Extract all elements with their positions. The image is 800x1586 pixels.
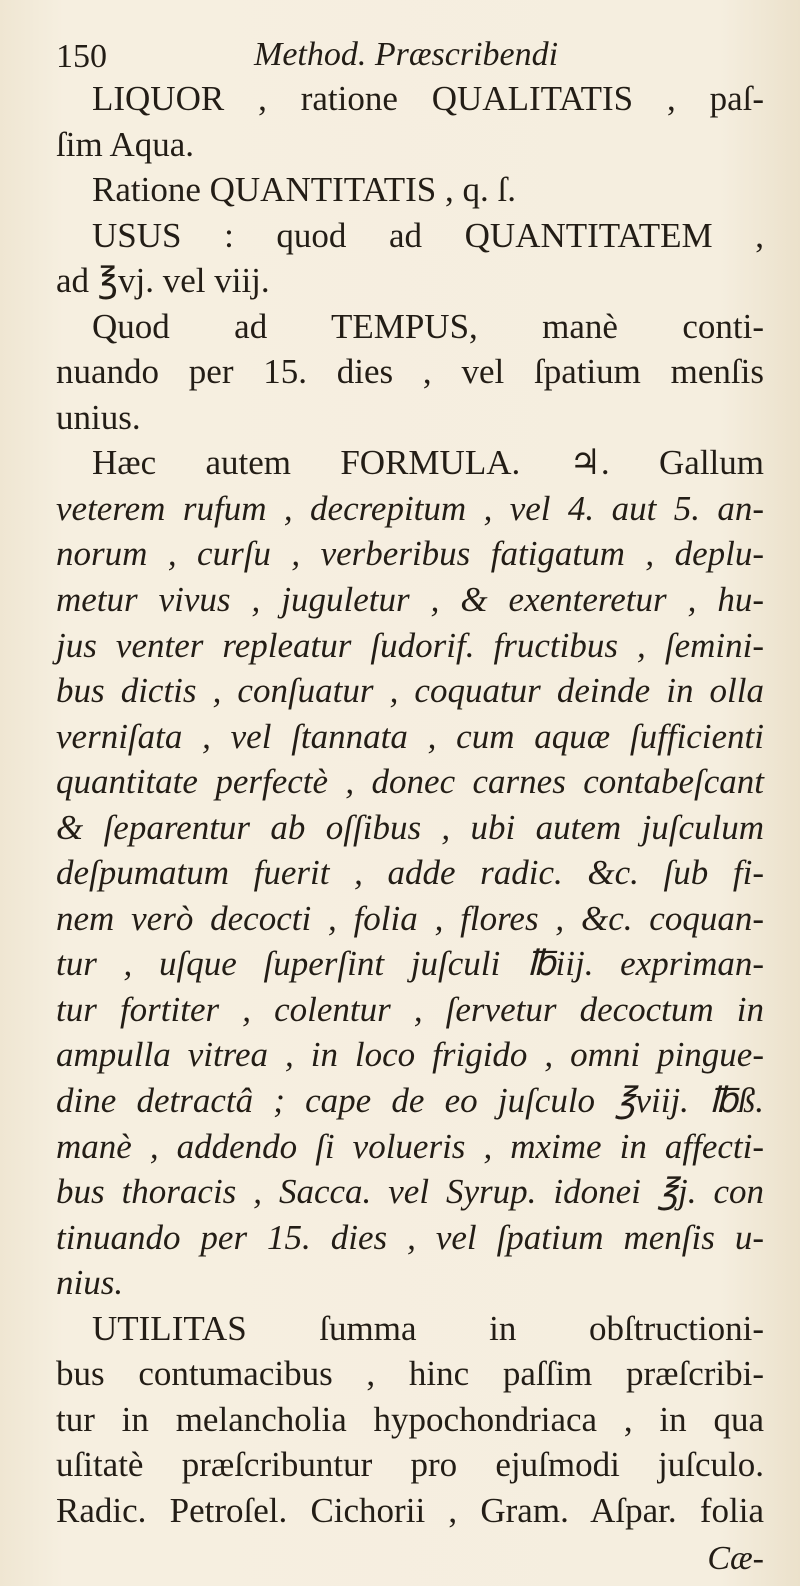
page-number: 150	[56, 38, 107, 75]
text-line: tinuando per 15. dies , vel ſpatium menſis u-	[56, 1217, 764, 1257]
text-line: Radic. Petroſel. Cichorii , Gram. Aſpar. folia	[56, 1490, 764, 1530]
text-line: norum , curſu , verberibus fatigatum , deplu-	[56, 534, 764, 574]
text-line: nem verò decocti , folia , flores , &c. coquan-	[56, 898, 764, 938]
text-line: Quod ad TEMPUS, manè conti-	[92, 306, 764, 346]
text-line: Hæc autem FORMULA. ♃. Gallum	[92, 443, 764, 483]
text-line: bus thoracis , Sacca. vel Syrup. idonei ℥j. con	[56, 1172, 764, 1212]
text-line: manè , addendo ſi volueris , mxime in affecti-	[56, 1126, 764, 1166]
text-line: unius.	[56, 397, 141, 437]
running-title: Method. Præscribendi	[254, 36, 559, 73]
text-line: deſpumatum fuerit , adde radic. &c. ſub fi-	[56, 853, 764, 893]
text-line: tur in melancholia hypochondriaca , in qua	[56, 1399, 764, 1439]
text-line: Ratione QUANTITATIS , q. ſ.	[92, 170, 516, 210]
text-line: USUS : quod ad QUANTITATEM ,	[92, 215, 764, 255]
text-line: uſitatè præſcribuntur pro ejuſmodi juſculo.	[56, 1445, 764, 1485]
text-line: & ſeparentur ab oſſibus , ubi autem juſculum	[56, 807, 764, 847]
text-line: ad ℥vj. vel viij.	[56, 261, 270, 301]
text-line: bus contumacibus , hinc paſſim præſcribi-	[56, 1354, 764, 1394]
text-line: jus venter repleatur ſudorif. fructibus , ſemini-	[56, 625, 764, 665]
text-line: tur fortiter , colentur , ſervetur decoctum in	[56, 989, 764, 1029]
text-line: verniſata , vel ſtannata , cum aquæ ſufficienti	[56, 716, 764, 756]
text-line: nius.	[56, 1263, 124, 1303]
page-header	[56, 28, 756, 80]
text-line: metur vivus , juguletur , & exenteretur , hu-	[56, 580, 764, 620]
text-line: LIQUOR , ratione QUALITATIS , paſ-	[92, 79, 764, 118]
text-line: dine detractâ ; cape de eo juſculo ℥viij. ℔ß.	[56, 1081, 764, 1121]
text-line: ſim Aqua.	[56, 124, 195, 164]
body-text	[56, 76, 764, 1534]
text-line: nuando per 15. dies , vel ſpatium menſis	[56, 352, 764, 392]
text-line: quantitate perfectè , donec carnes contabeſcant	[56, 762, 764, 802]
text-line: bus dictis , conſuatur , coquatur deinde in olla	[56, 671, 764, 711]
text-line: veterem rufum , decrepitum , vel 4. aut 5. an-	[56, 488, 764, 528]
catchword: Cæ-	[707, 1540, 764, 1577]
text-line: tur , uſque ſuperſint juſculi ℔iij. expriman-	[56, 944, 764, 984]
text-line: UTILITAS ſumma in obſtructioni-	[92, 1308, 764, 1348]
text-line: ampulla vitrea , in loco frigido , omni pingue-	[56, 1035, 764, 1075]
